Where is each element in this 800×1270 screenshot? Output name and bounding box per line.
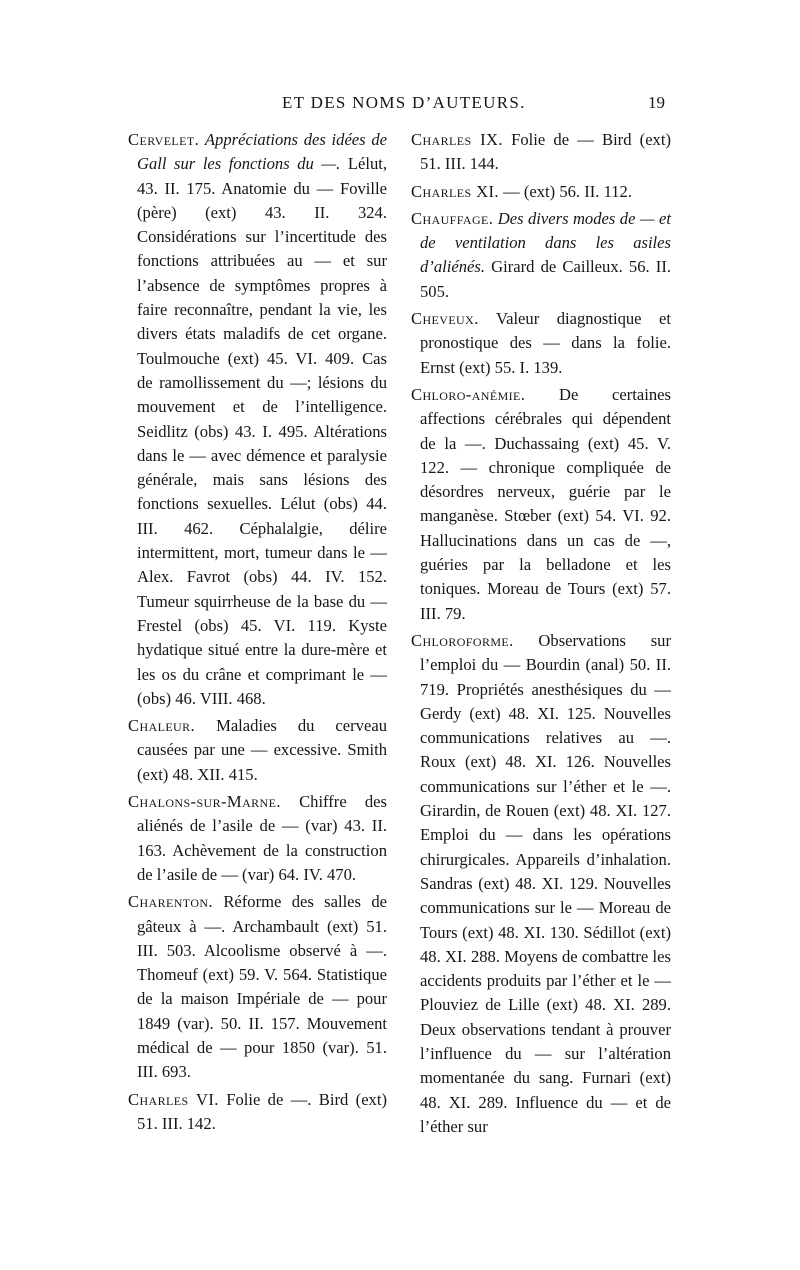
entry-headword: Charles XI. (411, 181, 499, 201)
entry-text: Folie de — Bird (ext) 51. III. 144. (420, 130, 671, 174)
entry-headword: Charenton. (128, 892, 213, 912)
page-number: 19 (648, 93, 665, 112)
left-column (128, 128, 387, 1139)
index-entry-charles-vi (128, 1088, 387, 1137)
entry-headword: Cervelet. (128, 130, 200, 149)
entry-headword: Cheveux. (411, 309, 479, 329)
entry-headword: Chloro-anémie. (411, 384, 526, 404)
entry-headword: Chauffage. (411, 208, 494, 228)
index-entry-cervelet (128, 128, 387, 711)
entry-text: Observations sur l’emploi du — Bourdin (anal) 50. II. 719. Propriétés anesthésiques du — Gerdy (ext) 48. XI. 125. Nouvelles communications relatives au —. Roux (ext) 48. XI. 126. Nouvelles communications sur l’éther et le —. Girardin, de Rouen (ext) 48. XI. 127. Emploi du — dans les opérations chirurgicales. Appareils d’inhalation. Sandras (ext) 48. XI. 129. Nouvelles communications sur le — Moreau de Tours (ext) 48. XI. 130. Sédillot (ext) 48. XI. 288. Moyens de combattre les accidents produits par l’éther et le — Plouviez de Lille (ext) 48. XI. 289. Deux observations tendant à prouver l’influence du — sur l’altération momentanée du sang. Furnari (ext) 48. XI. 289. Influence du — et de l’éther sur (420, 630, 671, 1136)
entry-title: Appréciations des idées de Gall sur les fonctions du —. (137, 130, 388, 174)
index-entry-chloro-anemie (411, 383, 671, 626)
entry-text: De certaines affections cérébrales qui dépendent de la —. Duchassaing (ext) 45. V. 122. — chronique compliquée de désordres nerveux, guérie par le manganèse. Stœber (ext) 54. VI. 92. Hallucinations dans un cas de —, guéries par la belladone et les toniques. Moreau de Tours (ext) 57. III. 79. (420, 384, 671, 623)
index-entry-cheveux (411, 307, 671, 380)
entry-headword: Chalons-sur-Marne. (128, 792, 281, 812)
index-entry-charenton (128, 890, 387, 1084)
index-entry-chloroforme (411, 629, 671, 1139)
entry-title: Des divers modes de — et de ventilation dans les asiles d’aliénés. (420, 208, 671, 277)
running-title: ET DES NOMS D’AUTEURS. (282, 93, 526, 112)
entry-headword: Charles IX. (411, 130, 503, 149)
index-entry-chaleur (128, 714, 387, 787)
index-entry-chauffage (411, 207, 671, 304)
entry-headword: Chloroforme. (411, 630, 514, 650)
entry-text: — (ext) 56. II. 112. (503, 181, 632, 201)
page-header (0, 93, 800, 119)
entry-text: Girard de Cailleux. 56. II. 505. (420, 257, 671, 301)
right-column (411, 128, 671, 1142)
entry-text: Réforme des salles de gâteux à —. Archambault (ext) 51. III. 503. Alcoolisme observé à —. Thomeuf (ext) 59. V. 564. Statistique de la maison Impériale de — pour 1849 (var). 50. II. 157. Mouvement médical de — pour 1850 (var). 51. III. 693. (137, 892, 387, 1082)
index-entry-charles-ix (411, 128, 671, 177)
entry-text: Valeur diagnostique et pronostique des — dans la folie. Ernst (ext) 55. I. 139. (420, 309, 671, 377)
entry-text: Chiffre des aliénés de l’asile de — (var) 43. II. 163. Achèvement de la construction de l’asile de — (var) 64. IV. 470. (137, 792, 387, 884)
entry-text: Maladies du cerveau causées par une — excessive. Smith (ext) 48. XII. 415. (137, 716, 387, 784)
entry-headword: Charles VI. (128, 1089, 219, 1109)
entry-headword: Chaleur. (128, 716, 196, 736)
index-entry-charles-xi (411, 180, 671, 204)
index-entry-chalons-sur-marne (128, 790, 387, 887)
entry-text: Folie de —. Bird (ext) 51. III. 142. (137, 1089, 387, 1133)
entry-text: Lélut, 43. II. 175. Anatomie du — Foville (père) (ext) 43. II. 324. Considérations sur l’incertitude des fonctions attribuées au — et sur l’absence de symptômes propres à faire reconnaître, pendant la vie, les divers états maladifs de cet organe. Toulmouche (ext) 45. VI. 409. Cas de ramollissement du —; lésions du mouvement et de l’intelligence. Seidlitz (obs) 43. I. 495. Altérations dans le — avec démence et paralysie générale, mais sans lésions des fonctions sexuelles. Lélut (obs) 44. III. 462. Céphalalgie, délire intermittent, mort, tumeur dans le — Alex. Favrot (obs) 44. IV. 152. Tumeur squirrheuse de la base du — Frestel (obs) 45. VI. 119. Kyste hydatique situé entre la dure-mère et les os du crâne et comprimant le — (obs) 46. VIII. 468. (137, 154, 387, 708)
